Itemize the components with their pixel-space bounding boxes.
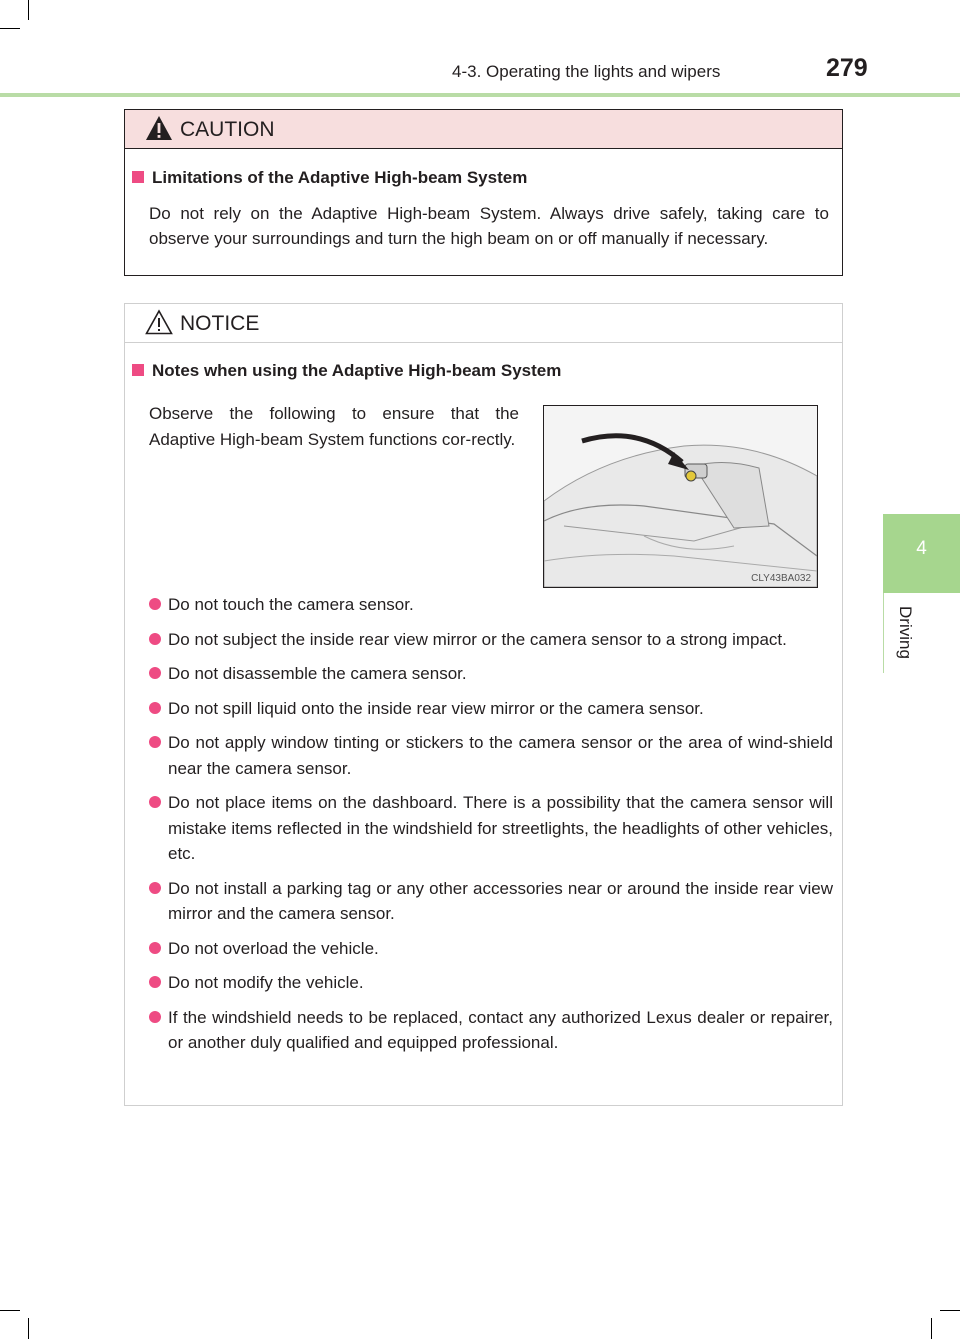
camera-sensor-illustration: [543, 405, 818, 588]
chapter-divider: [883, 593, 884, 673]
notice-title: NOTICE: [180, 312, 260, 335]
page-number: 279: [826, 54, 868, 82]
crop-mark: [940, 1310, 960, 1311]
warning-triangle-filled-icon: [145, 115, 173, 141]
list-item: [141, 970, 833, 996]
list-item: [141, 661, 833, 687]
warning-triangle-outline-icon: [145, 309, 173, 335]
notice-intro: Observe the following to ensure that the Adaptive High-beam System functions cor-rectly.: [149, 404, 519, 449]
list-item: [141, 696, 833, 722]
chapter-number: 4: [916, 538, 927, 559]
round-bullet-icon: [149, 736, 161, 748]
caution-title: CAUTION: [180, 118, 275, 141]
list-item-text: Do not overload the vehicle.: [168, 938, 379, 958]
list-item: [141, 1005, 833, 1056]
list-item: [141, 730, 833, 781]
round-bullet-icon: [149, 598, 161, 610]
list-item-text: Do not subject the inside rear view mirror or the camera sensor to a strong impact.: [168, 629, 787, 649]
caution-header: [125, 110, 842, 149]
list-item-text: Do not apply window tinting or stickers to the camera sensor or the area of wind-shield near the camera sensor.: [168, 733, 833, 778]
round-bullet-icon: [149, 976, 161, 988]
section-title: 4-3. Operating the lights and wipers: [452, 62, 721, 81]
square-bullet-icon: [132, 171, 144, 183]
list-item-text: Do not install a parking tag or any other accessories near or around the inside rear view mirror and the camera sensor.: [168, 878, 833, 923]
figure-code: CLY43BA032: [751, 573, 811, 584]
notice-heading: [132, 361, 561, 381]
caution-body: Do not rely on the Adaptive High-beam System. Always drive safely, taking care to observe your surroundings and turn the high beam on or off manually if necessary.: [149, 204, 829, 248]
list-item-text: Do not place items on the dashboard. There is a possibility that the camera sensor will mistake items reflected in the windshield for streetlights, the headlights of other vehicles, etc.: [168, 793, 833, 863]
list-item-text: Do not modify the vehicle.: [168, 973, 364, 992]
list-item: [141, 790, 833, 867]
round-bullet-icon: [149, 1011, 161, 1023]
square-bullet-icon: [132, 364, 144, 376]
round-bullet-icon: [149, 942, 161, 954]
list-item-text: Do not touch the camera sensor.: [168, 595, 414, 614]
list-item: [141, 876, 833, 927]
crop-mark: [0, 1310, 20, 1311]
round-bullet-icon: [149, 882, 161, 894]
chapter-tab: [883, 514, 960, 593]
list-item: [141, 627, 833, 653]
round-bullet-icon: [149, 633, 161, 645]
list-item: [141, 936, 833, 962]
list-item-text: If the windshield needs to be replaced, contact any authorized Lexus dealer or repairer, or another duly qualified and equipped professional.: [168, 1007, 833, 1052]
caution-box: [124, 109, 843, 276]
round-bullet-icon: [149, 667, 161, 679]
round-bullet-icon: [149, 702, 161, 714]
caution-heading: [132, 168, 527, 188]
list-item-text: Do not disassemble the camera sensor.: [168, 664, 467, 683]
round-bullet-icon: [149, 796, 161, 808]
crop-mark: [931, 1318, 932, 1339]
crop-mark: [0, 28, 20, 29]
crop-mark: [28, 0, 29, 20]
list-item: [141, 592, 833, 618]
notice-header: [125, 304, 842, 343]
chapter-label: Driving: [896, 606, 915, 659]
list-item-text: Do not spill liquid onto the inside rear view mirror or the camera sensor.: [168, 698, 704, 718]
notice-heading-text: Notes when using the Adaptive High-beam System: [152, 361, 562, 380]
notice-box: [124, 303, 843, 1106]
caution-heading-text: Limitations of the Adaptive High-beam System: [152, 168, 528, 187]
header-rule: [0, 93, 960, 97]
crop-mark: [28, 1318, 29, 1339]
notice-bullet-list: [141, 592, 833, 1065]
windshield-camera-drawing: [544, 406, 817, 587]
